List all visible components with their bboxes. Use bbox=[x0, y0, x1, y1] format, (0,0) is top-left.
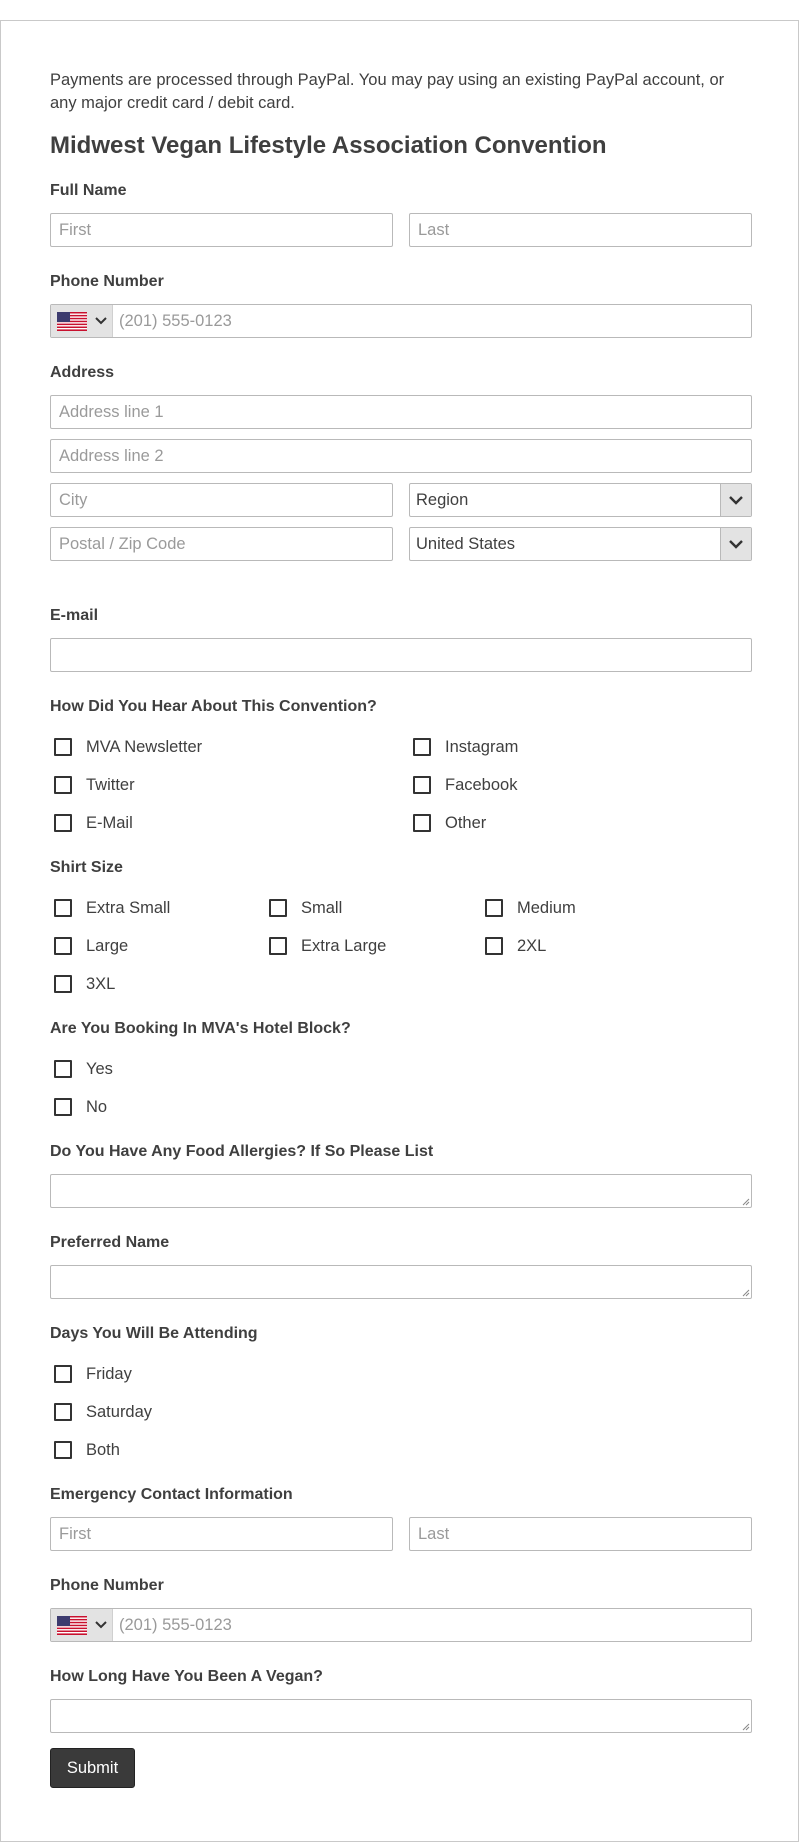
checkbox-extra-small[interactable] bbox=[50, 898, 170, 918]
checkbox-medium[interactable] bbox=[481, 898, 576, 918]
checkbox-2xl[interactable] bbox=[481, 936, 546, 956]
checkbox-large[interactable] bbox=[50, 936, 128, 956]
checkbox-box[interactable] bbox=[54, 937, 72, 955]
resize-grip-icon[interactable] bbox=[742, 1289, 750, 1297]
checkbox-label: Extra Large bbox=[301, 936, 387, 955]
checkbox-email[interactable] bbox=[50, 813, 133, 833]
checkbox-saturday[interactable] bbox=[50, 1402, 152, 1422]
checkbox-other[interactable] bbox=[409, 813, 486, 833]
zip-input[interactable]: Postal / Zip Code bbox=[50, 527, 393, 561]
country-select[interactable] bbox=[409, 527, 752, 561]
checkbox-label: 3XL bbox=[86, 974, 116, 993]
checkbox-hotel-yes[interactable] bbox=[50, 1059, 113, 1079]
checkbox-label: Friday bbox=[86, 1364, 132, 1383]
resize-grip-icon[interactable] bbox=[742, 1198, 750, 1206]
resize-grip-icon[interactable] bbox=[742, 1723, 750, 1731]
vegan-duration-textarea[interactable] bbox=[50, 1699, 752, 1733]
address-label: Address bbox=[50, 364, 115, 381]
form-card bbox=[0, 20, 799, 1842]
region-select[interactable] bbox=[409, 483, 752, 517]
emergency-contact-label: Emergency Contact Information bbox=[50, 1486, 293, 1503]
checkbox-label: Medium bbox=[517, 898, 576, 917]
checkbox-small[interactable] bbox=[265, 898, 342, 918]
phone-input[interactable] bbox=[50, 304, 752, 338]
email-label: E-mail bbox=[50, 607, 99, 624]
allergies-textarea[interactable] bbox=[50, 1174, 752, 1208]
emergency-phone-input[interactable] bbox=[50, 1608, 752, 1642]
chevron-down-icon bbox=[95, 316, 107, 326]
shirt-size-label: Shirt Size bbox=[50, 859, 123, 876]
country-code-dropdown[interactable] bbox=[51, 305, 113, 337]
checkbox-box[interactable] bbox=[413, 814, 431, 832]
full-name-label: Full Name bbox=[50, 182, 127, 199]
checkbox-box[interactable] bbox=[485, 937, 503, 955]
checkbox-box[interactable] bbox=[54, 1441, 72, 1459]
us-flag-icon bbox=[57, 1616, 87, 1635]
checkbox-label: Yes bbox=[86, 1059, 113, 1078]
checkbox-box[interactable] bbox=[413, 738, 431, 756]
checkbox-twitter[interactable] bbox=[50, 775, 135, 795]
first-name-input[interactable]: First bbox=[50, 213, 393, 247]
email-input[interactable] bbox=[50, 638, 752, 672]
checkbox-box[interactable] bbox=[54, 814, 72, 832]
checkbox-box[interactable] bbox=[269, 937, 287, 955]
checkbox-box[interactable] bbox=[54, 899, 72, 917]
checkbox-box[interactable] bbox=[54, 975, 72, 993]
checkbox-box[interactable] bbox=[54, 1098, 72, 1116]
chevron-down-icon bbox=[95, 1620, 107, 1630]
last-name-input[interactable]: Last bbox=[409, 213, 752, 247]
phone-label: Phone Number bbox=[50, 273, 164, 290]
region-value: Region bbox=[416, 491, 469, 509]
phone-placeholder: (201) 555-0123 bbox=[119, 1616, 232, 1634]
city-input[interactable]: City bbox=[50, 483, 393, 517]
preferred-name-textarea[interactable] bbox=[50, 1265, 752, 1299]
checkbox-label: Extra Small bbox=[86, 898, 171, 917]
checkbox-label: No bbox=[86, 1097, 108, 1116]
checkbox-box[interactable] bbox=[485, 899, 503, 917]
checkbox-label: Instagram bbox=[445, 737, 519, 756]
vegan-duration-label: How Long Have You Been A Vegan? bbox=[50, 1668, 323, 1685]
country-code-dropdown[interactable] bbox=[51, 1609, 113, 1641]
emergency-first-input[interactable]: First bbox=[50, 1517, 393, 1551]
allergies-label: Do You Have Any Food Allergies? If So Please List bbox=[50, 1143, 434, 1160]
checkbox-box[interactable] bbox=[269, 899, 287, 917]
hear-about-label: How Did You Hear About This Convention? bbox=[50, 698, 377, 715]
checkbox-box[interactable] bbox=[54, 738, 72, 756]
checkbox-mva-newsletter[interactable] bbox=[50, 737, 202, 757]
payment-intro: Payments are processed through PayPal. You may pay using an existing PayPal account, or any major credit card / debit card. bbox=[50, 71, 725, 112]
us-flag-icon bbox=[57, 312, 87, 331]
form-title: Midwest Vegan Lifestyle Association Convention bbox=[50, 132, 607, 159]
emergency-phone-label: Phone Number bbox=[50, 1577, 164, 1594]
chevron-down-icon bbox=[720, 484, 751, 516]
checkbox-hotel-no[interactable] bbox=[50, 1097, 107, 1117]
days-label: Days You Will Be Attending bbox=[50, 1325, 258, 1342]
checkbox-box[interactable] bbox=[54, 776, 72, 794]
checkbox-label: Large bbox=[86, 936, 129, 955]
checkbox-facebook[interactable] bbox=[409, 775, 517, 795]
checkbox-label: Other bbox=[445, 813, 487, 832]
checkbox-box[interactable] bbox=[54, 1365, 72, 1383]
checkbox-label: Small bbox=[301, 898, 343, 917]
emergency-last-input[interactable]: Last bbox=[409, 1517, 752, 1551]
submit-button[interactable]: Submit bbox=[50, 1748, 135, 1788]
chevron-down-icon bbox=[720, 528, 751, 560]
checkbox-label: Facebook bbox=[445, 775, 518, 794]
checkbox-extra-large[interactable] bbox=[265, 936, 386, 956]
checkbox-label: E-Mail bbox=[86, 813, 133, 832]
checkbox-3xl[interactable] bbox=[50, 974, 115, 994]
checkbox-label: Twitter bbox=[86, 775, 135, 794]
checkbox-instagram[interactable] bbox=[409, 737, 518, 757]
checkbox-box[interactable] bbox=[54, 1060, 72, 1078]
checkbox-label: MVA Newsletter bbox=[86, 737, 203, 756]
phone-placeholder: (201) 555-0123 bbox=[119, 312, 232, 330]
checkbox-box[interactable] bbox=[54, 1403, 72, 1421]
checkbox-box[interactable] bbox=[413, 776, 431, 794]
address-line2-input[interactable]: Address line 2 bbox=[50, 439, 752, 473]
country-value: United States bbox=[416, 535, 516, 553]
checkbox-label: 2XL bbox=[517, 936, 547, 955]
checkbox-both[interactable] bbox=[50, 1440, 120, 1460]
checkbox-friday[interactable] bbox=[50, 1364, 132, 1384]
hotel-block-label: Are You Booking In MVA's Hotel Block? bbox=[50, 1020, 351, 1037]
checkbox-label: Saturday bbox=[86, 1402, 153, 1421]
address-line1-input[interactable]: Address line 1 bbox=[50, 395, 752, 429]
checkbox-label: Both bbox=[86, 1440, 120, 1459]
preferred-name-label: Preferred Name bbox=[50, 1234, 170, 1251]
